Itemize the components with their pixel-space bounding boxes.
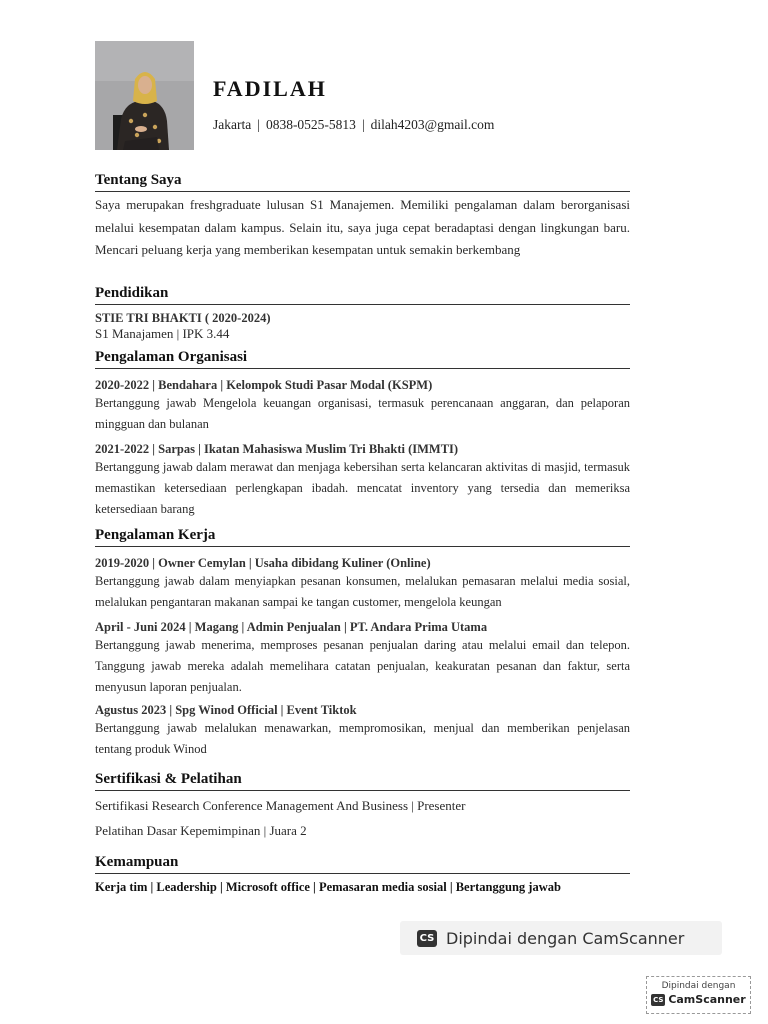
skills-text: Kerja tim | Leadership | Microsoft office | Pemasaran media sosial | Bertanggung jawab — [95, 880, 561, 894]
certification-item: Sertifikasi Research Conference Management And Business | Presenter — [95, 798, 466, 813]
contact-phone: 0838-0525-5813 — [265, 117, 356, 132]
about-section — [95, 171, 630, 262]
organization-entry-desc: Bertanggung jawab dalam merawat dan menjaga kebersihan serta kelancaran aktivitas di masjid, termasuk memastikan ketersediaan perlengkapan ibadah. mencatat inventory yang tersedia dan memeriksa ketersediaan barang — [95, 460, 630, 516]
organization-entry-heading: 2020-2022 | Bendahara | Kelompok Studi Pasar Modal (KSPM) — [95, 378, 433, 392]
certification-title: Sertifikasi & Pelatihan — [95, 770, 630, 791]
work-entry-desc: Bertanggung jawab melalukan menawarkan, mempromosikan, menjual dan memberikan penjelasan tentang produk Winod — [95, 721, 630, 756]
organization-entry-heading: 2021-2022 | Sarpas | Ikatan Mahasiswa Muslim Tri Bhakti (IMMTI) — [95, 442, 459, 456]
education-title: Pendidikan — [95, 284, 630, 305]
education-school: STIE TRI BHAKTI ( 2020-2024) — [95, 311, 271, 325]
person-photo-illustration — [95, 41, 194, 150]
camscanner-badge-line1: Dipindai dengan — [661, 981, 736, 991]
education-section — [95, 284, 630, 341]
contact-separator: | — [257, 117, 260, 132]
work-section — [95, 526, 630, 760]
organization-entry — [95, 441, 630, 520]
camscanner-logo-icon: CS — [653, 995, 664, 1004]
camscanner-badge — [646, 976, 751, 1014]
organization-title: Pengalaman Organisasi — [95, 348, 630, 369]
contact-email: dilah4203@gmail.com — [370, 117, 495, 132]
skills-section — [95, 853, 630, 895]
camscanner-banner-text: Dipindai dengan CamScanner — [446, 928, 685, 948]
about-title: Tentang Saya — [95, 171, 630, 192]
work-entry-heading: Agustus 2023 | Spg Winod Official | Event Tiktok — [95, 703, 357, 717]
education-detail: S1 Manajamen | IPK 3.44 — [95, 326, 230, 341]
camscanner-badge-line2: CamScanner — [668, 993, 746, 1006]
work-entry-heading: 2019-2020 | Owner Cemylan | Usaha dibidang Kuliner (Online) — [95, 556, 431, 570]
organization-section — [95, 348, 630, 520]
work-entry — [95, 702, 630, 760]
work-entry-desc: Bertanggung jawab menerima, memproses pesanan penjualan daring atau melalui email dan telepon. Tanggung jawab mereka adalah memelihara catatan penjualan, keakuratan pesanan dan faktur, serta menyusun laporan penjualan. — [95, 638, 630, 694]
contact-city: Jakarta — [213, 117, 252, 132]
contact-separator: | — [361, 117, 365, 132]
work-entry-desc: Bertanggung jawab dalam menyiapkan pesanan konsumen, melalukan pemasaran melalui media sosial, melalukan pengantaran makanan sampai ke tangan customer, mengelola keungan — [95, 574, 630, 609]
organization-entry — [95, 377, 630, 435]
about-text: Saya merupakan freshgraduate lulusan S1 Manajemen. Memiliki pengalaman dalam berorganisasi melalui kesempatan dalam kampus. Selain itu, saya juga cepat beradaptasi dengan lingkungan baru. Mencari peluang kerja yang memberikan kesempatan untuk semakin berkembang — [95, 197, 630, 257]
organization-entry-desc: Bertanggung jawab Mengelola keuangan organisasi, termasuk perencanaan anggaran, dan pelaporan mingguan dan bulanan — [95, 396, 630, 431]
certification-item: Pelatihan Dasar Kepemimpinan | Juara 2 — [95, 822, 307, 838]
work-entry — [95, 619, 630, 698]
work-title: Pengalaman Kerja — [95, 526, 630, 547]
profile-photo — [95, 41, 194, 150]
contact-line — [213, 117, 494, 133]
work-entry-heading: April - Juni 2024 | Magang | Admin Penjualan | PT. Andara Prima Utama — [95, 620, 488, 634]
camscanner-logo-icon: CS — [417, 930, 437, 947]
candidate-name: FADILAH — [213, 76, 327, 101]
work-entry — [95, 555, 630, 613]
camscanner-banner — [400, 921, 722, 955]
certification-section — [95, 770, 630, 842]
skills-title: Kemampuan — [95, 853, 630, 874]
